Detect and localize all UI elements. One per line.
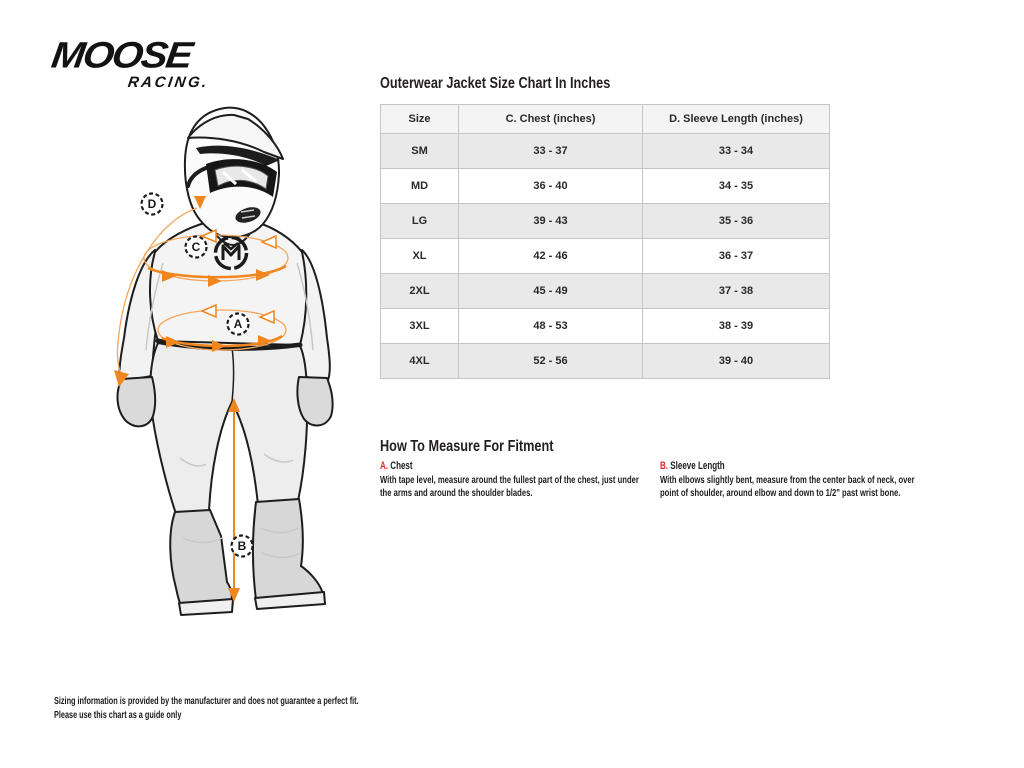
logo-racing-text: RACING. (126, 74, 210, 91)
measure-chest-section (380, 460, 643, 500)
table-row (381, 309, 830, 344)
chest-cell: 36 - 40 (459, 169, 643, 204)
measure-chest-key: A. (380, 460, 389, 472)
inseam-measurement-arrow (228, 398, 240, 602)
measure-sleeve-text: With elbows slightly bent, measure from the center back of neck, over point of shoulder, around elbow and down to 1/2" past wrist bone. (660, 474, 915, 499)
left-glove (117, 377, 155, 426)
column-header-sleeve: D. Sleeve Length (inches) (643, 105, 830, 134)
table-header-row (381, 105, 830, 134)
size-cell: 4XL (381, 344, 459, 379)
rider-measurement-diagram (50, 98, 340, 668)
column-header-size: Size (381, 105, 459, 134)
chest-cell: 52 - 56 (459, 344, 643, 379)
measure-section-title: How To Measure For Fitment (380, 438, 554, 455)
disclaimer-line1: Sizing information is provided by the manufacturer and does not guarantee a perfect fit. (54, 696, 359, 707)
chest-cell: 39 - 43 (459, 204, 643, 239)
size-cell: 2XL (381, 274, 459, 309)
left-boot (170, 510, 232, 608)
table-row (381, 274, 830, 309)
size-cell: 3XL (381, 309, 459, 344)
size-cell: SM (381, 134, 459, 169)
table-row (381, 134, 830, 169)
measure-sleeve-section (660, 460, 923, 500)
left-boot-sole (179, 599, 233, 615)
size-cell: LG (381, 204, 459, 239)
disclaimer-line2: Please use this chart as a guide only (54, 709, 182, 721)
table-row (381, 344, 830, 379)
sleeve-cell: 37 - 38 (643, 274, 830, 309)
sleeve-cell: 38 - 39 (643, 309, 830, 344)
measure-chest-heading (380, 460, 643, 473)
sleeve-cell: 33 - 34 (643, 134, 830, 169)
sleeve-cell: 34 - 35 (643, 169, 830, 204)
size-chart-table (380, 104, 830, 379)
chest-cell: 33 - 37 (459, 134, 643, 169)
chest-cell: 42 - 46 (459, 239, 643, 274)
measure-sleeve-key: B. (660, 460, 669, 472)
measure-chest-label: Chest (390, 460, 413, 472)
sleeve-cell: 35 - 36 (643, 204, 830, 239)
page-title: Outerwear Jacket Size Chart In Inches (380, 75, 611, 92)
measure-sleeve-heading (660, 460, 923, 473)
marker-letter-d: D (147, 197, 157, 211)
marker-letter-b: B (237, 539, 247, 553)
right-glove (297, 377, 332, 425)
size-cell: XL (381, 239, 459, 274)
sleeve-cell: 36 - 37 (643, 239, 830, 274)
right-boot (253, 499, 323, 600)
table-row (381, 169, 830, 204)
size-cell: MD (381, 169, 459, 204)
column-header-chest: C. Chest (inches) (459, 105, 643, 134)
disclaimer (54, 695, 359, 722)
chest-cell: 45 - 49 (459, 274, 643, 309)
measure-chest-text: With tape level, measure around the fullest part of the chest, just under the arms and around the shoulder blades. (380, 474, 639, 499)
marker-letter-a: A (233, 317, 243, 331)
pants (150, 343, 307, 514)
table-row (381, 204, 830, 239)
logo-moose-text: MOOSE (48, 35, 194, 76)
moose-racing-logo (48, 35, 210, 91)
chest-cell: 48 - 53 (459, 309, 643, 344)
table-row (381, 239, 830, 274)
measure-sleeve-label: Sleeve Length (670, 460, 725, 472)
sleeve-cell: 39 - 40 (643, 344, 830, 379)
marker-letter-c: C (191, 240, 201, 254)
